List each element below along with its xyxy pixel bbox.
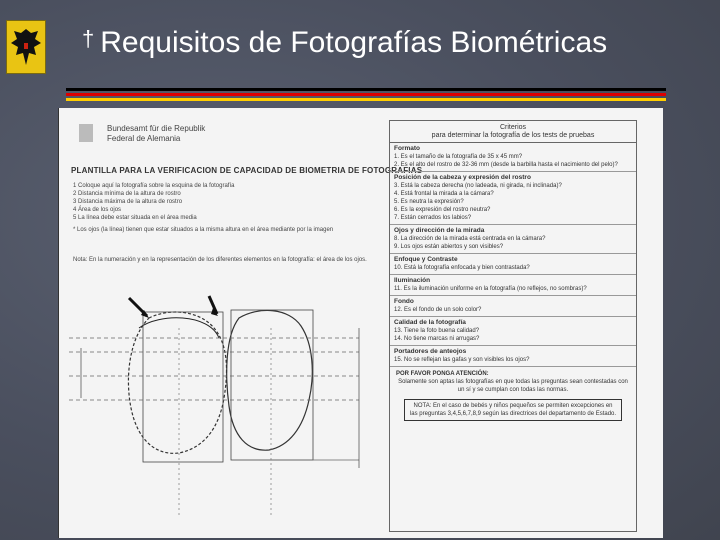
checklist-item: 8. La dirección de la mirada está centrada en la cámara? bbox=[394, 236, 546, 242]
checklist-item: 15. No se reflejan las gafas y son visibles los ojos? bbox=[394, 357, 530, 363]
checklist-section bbox=[390, 143, 636, 172]
checklist-item: 9. Los ojos están abiertos y son visibles? bbox=[394, 244, 504, 250]
section-heading: Ojos y dirección de la mirada bbox=[394, 227, 485, 234]
document-nota: Nota: En la numeración y en la representación de los diferentes elementos en la fotografía: el área de los ojos. bbox=[73, 257, 367, 263]
rule-item: 2 Distancia mínima de la altura de rostro bbox=[73, 191, 181, 197]
checklist-item: 2. Es el alto del rostro de 32-36 mm (desde la barbilla hasta el nacimiento del pelo)? bbox=[394, 162, 618, 168]
checklist-section bbox=[390, 254, 636, 275]
flag-bar-gold bbox=[66, 98, 666, 101]
section-heading: Enfoque y Contraste bbox=[394, 256, 458, 263]
checklist-section bbox=[390, 346, 636, 367]
flag-bar-black bbox=[66, 88, 666, 91]
rules-note: * Los ojos (la línea) tienen que estar situados a la misma altura en el área mediante por la imagen bbox=[73, 227, 334, 233]
checklist-item: 14. No tiene marcas ni arrugas? bbox=[394, 336, 480, 342]
section-heading: Calidad de la fotografía bbox=[394, 319, 466, 326]
section-heading: Portadores de anteojos bbox=[394, 348, 467, 355]
checklist-item: 1. Es el tamaño de la fotografía de 35 x 45 mm? bbox=[394, 154, 523, 160]
checklist-item: 4. Está frontal la mirada a la cámara? bbox=[394, 191, 494, 197]
flag-bar-red bbox=[66, 93, 666, 96]
biometric-template-document bbox=[58, 108, 663, 538]
authority-line-2: Federal de Alemania bbox=[107, 134, 181, 143]
dagger-bullet-icon: † bbox=[82, 26, 95, 51]
checklist-item: 5. Es neutra la expresión? bbox=[394, 199, 464, 205]
section-heading: Posición de la cabeza y expresión del rostro bbox=[394, 174, 531, 181]
checklist-section bbox=[390, 225, 636, 254]
checklist-item: 11. Es la iluminación uniforme en la fotografía (no reflejos, no sombras)? bbox=[394, 286, 587, 292]
document-authority bbox=[107, 124, 205, 144]
document-heading: PLANTILLA PARA LA VERIFICACION DE CAPACIDAD DE BIOMETRIA DE FOTOGRAFIAS bbox=[71, 166, 423, 175]
checklist-title-line: Criterios bbox=[499, 124, 527, 131]
checklist-section bbox=[390, 317, 636, 346]
checklist-item: 3. Está la cabeza derecha (no ladeada, ni girada, ni inclinada)? bbox=[394, 183, 562, 189]
warning-text: Solamente son aptas las fotografías en que todas las preguntas sean contestadas con un sí y se cumplan con todas las normas. bbox=[398, 379, 628, 393]
checklist-item: 13. Tiene la foto buena calidad? bbox=[394, 328, 480, 334]
rule-item: 4 Área de los ojos bbox=[73, 207, 122, 213]
checklist-item: 7. Están cerrados los labios? bbox=[394, 215, 472, 221]
checklist-section bbox=[390, 296, 636, 317]
section-heading: Formato bbox=[394, 145, 420, 152]
checklist-section bbox=[390, 172, 636, 225]
authority-line-1: Bundesamt für die Republik bbox=[107, 124, 206, 133]
criteria-checklist bbox=[389, 120, 637, 532]
rule-item: 5 La línea debe estar situada en el área media bbox=[73, 215, 197, 221]
face-template-diagram bbox=[59, 288, 389, 528]
checklist-subtitle-line: para determinar la fotografía de los tests de pruebas bbox=[431, 132, 595, 139]
section-heading: Iluminación bbox=[394, 277, 431, 284]
slide-title bbox=[82, 26, 607, 60]
checklist-warning bbox=[390, 367, 636, 397]
checklist-item: 12. Es el fondo de un solo color? bbox=[394, 307, 482, 313]
rule-item: 3 Distancia máxima de la altura de rostro bbox=[73, 199, 183, 205]
section-heading: Fondo bbox=[394, 298, 414, 305]
checklist-item: 10. Está la fotografía enfocada y bien contrastada? bbox=[394, 265, 530, 271]
checklist-title bbox=[390, 121, 636, 143]
checklist-item: 6. Es la expresión del rostro neutra? bbox=[394, 207, 491, 213]
warning-heading: POR FAVOR PONGA ATENCIÓN: bbox=[396, 371, 489, 377]
eagle-crest-icon bbox=[6, 20, 46, 74]
rule-item: 1 Coloque aquí la fotografía sobre la esquina de la fotografía bbox=[73, 183, 235, 189]
slide-title-text: Requisitos de Fotografías Biométricas bbox=[100, 26, 608, 59]
checklist-note-box: NOTA: En el caso de bebés y niños pequeños se permiten excepciones en las preguntas 3,4,5,6,7,8,9 según las directrices del departamento de Estado. bbox=[404, 399, 622, 421]
checklist-section bbox=[390, 275, 636, 296]
document-eagle-icon bbox=[79, 124, 93, 142]
document-rules bbox=[73, 182, 333, 234]
